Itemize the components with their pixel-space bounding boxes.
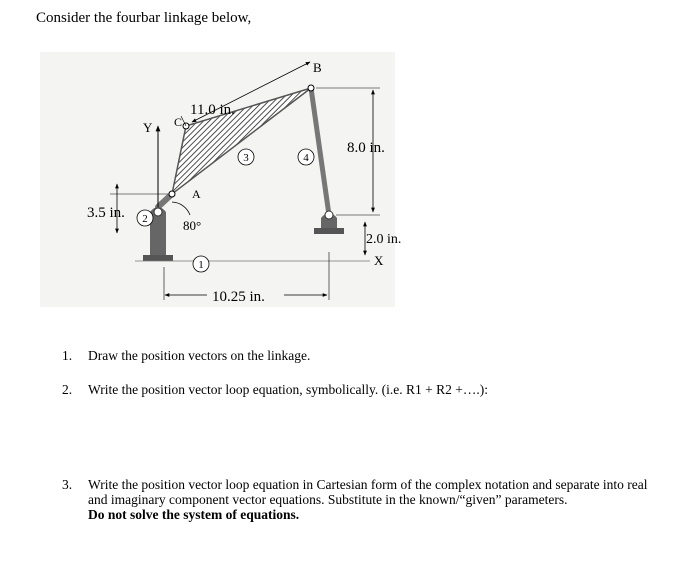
question-number: 1. [62,348,73,363]
label-link-2: 2 [142,213,148,225]
linkage-figure [40,52,402,307]
joint-b [308,85,314,91]
question-text: Draw the position vectors on the linkage. [88,348,311,363]
label-dim-bottom: 10.25 in. [212,289,265,305]
label-link-4: 4 [303,152,309,164]
label-axis-x: X [374,253,384,268]
label-point-c: C [174,115,183,129]
question-text: Write the position vector loop equation, symbolically. (i.e. R1 + R2 +….): [88,382,488,397]
joint-a [169,191,175,197]
figure-background [40,52,395,307]
question-text: Write the position vector loop equation in Cartesian form of the complex notation and separate into real and imaginary component vector equations. Substitute in the known/“given” parameters. [88,477,648,507]
question-body [88,477,668,522]
label-link-1: 1 [198,259,204,271]
question-number: 2. [62,382,73,397]
question-number: 3. [62,477,73,492]
label-axis-y: Y [143,120,153,135]
label-dim-right: 8.0 in. [347,140,385,156]
label-dim-offset: 2.0 in. [366,232,402,247]
label-angle: 80° [183,218,202,233]
label-link-3: 3 [243,152,249,164]
question-emphasis: Do not solve the system of equations. [88,507,300,522]
intro-text: Consider the fourbar linkage below, [36,10,252,26]
label-point-a: A [192,187,201,201]
label-dim-top: 11.0 in. [190,102,235,118]
label-point-b: B [313,60,322,75]
label-dim-left: 3.5 in. [87,205,125,221]
